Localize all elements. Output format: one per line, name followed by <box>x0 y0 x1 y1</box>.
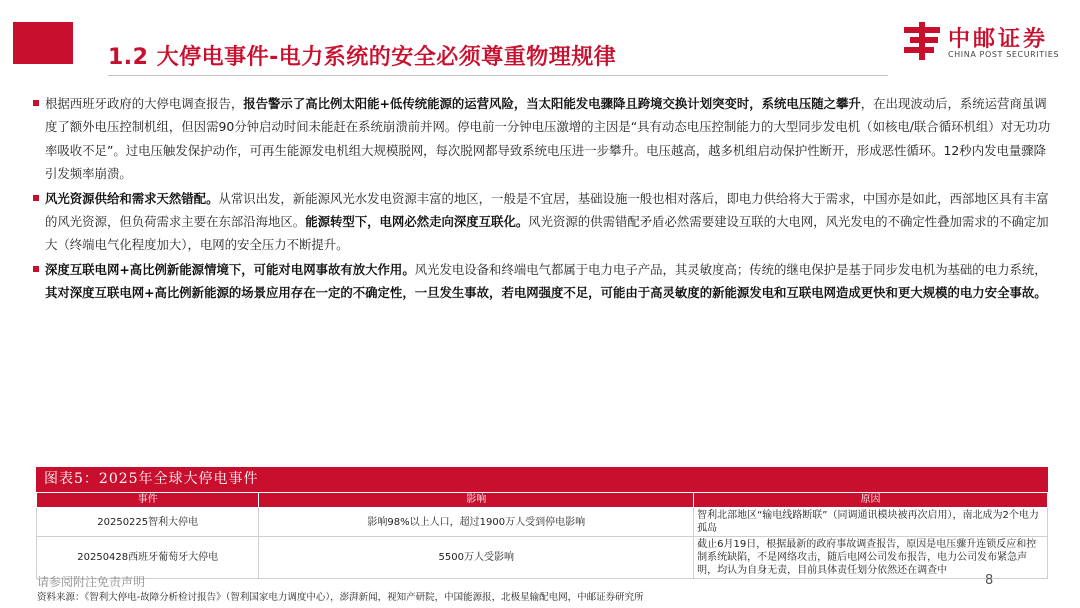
page-title: 1.2 大停电事件-电力系统的安全必须尊重物理规律 <box>108 45 617 70</box>
para2-text-1: 从常识出发，新能源风光水发电资源丰富的地区，一般是不宜居，基础设施一般也相对落后，即电力供给将大于需求，中国亦是如此，西部地区具有丰富的风光资源，但负荷需求主要在东部沿海地区。 <box>45 190 1049 230</box>
table-title: 图表5：2025年全球大停电事件 <box>36 467 1048 492</box>
table-row <box>37 537 1048 579</box>
event-cell: 20250225智利大停电 <box>37 508 259 537</box>
title-divider <box>108 75 888 76</box>
brand-name-en: CHINA POST SECURITIES <box>948 50 1060 59</box>
blackout-events-table-block <box>36 467 1048 579</box>
event-cell: 20250428西班牙葡萄牙大停电 <box>37 537 259 579</box>
cause-cell: 截止6月19日，根据最新的政府事故调查报告，原因是电压骤升连锁反应和控制系统缺陷，不是网络攻击，随后电网公司发布报告，电力公司发布紧急声明，均认为自身无责，目前具体责任划分依然还在调查中 <box>694 537 1048 579</box>
brand-logo <box>902 20 1067 66</box>
para1-bold-1: 报告警示了高比例太阳能+低传统能源的运营风险，当太阳能发电骤降且跨境交换计划突变时，系统电压随之攀升 <box>243 96 861 111</box>
brand-name-cn: 中邮证券 <box>948 27 1049 52</box>
bullet-icon <box>33 100 39 106</box>
para2-bold-1: 风光资源供给和需求天然错配。 <box>45 190 219 206</box>
para2-text-2: 风光资源的供需错配矛盾必然需要建设互联的大电网，风光发电的不确定性叠加需求的不确定加大（终端电气化程度加大），电网的安全压力不断提升。 <box>45 214 1049 253</box>
column-header-event: 事件 <box>37 493 259 508</box>
paragraph-2 <box>33 187 1053 257</box>
column-header-cause: 原因 <box>694 493 1048 508</box>
bullet-icon <box>33 266 39 272</box>
paragraph-3 <box>33 258 1053 305</box>
para3-text-1: 风光发电设备和终端电气都属于电力电子产品，其灵敏度高；传统的继电保护是基于同步发电机为基础的电力系统， <box>414 261 1047 277</box>
table-header-row <box>37 493 1048 508</box>
china-post-logo-icon <box>902 20 942 62</box>
impact-cell: 5500万人受影响 <box>259 537 694 579</box>
para1-text-2: ，在出现波动后，系统运营商虽调度了额外电压控制机组，但因需90分钟启动时间未能赶在系统崩溃前并网。停电前一分钟电压激增的主因是“具有动态电压控制能力的大型同步发电机（如核电/联合循环机组）对无功功率吸收不足”。过电压触发保护动作，可再生能源发电机组大规模脱网，每次脱网都导致系统电压进一步攀升。电压越高，越多机组启动保护性断开，形成恶性循环。12秒内发电量骤降引发频率崩溃。 <box>45 96 1051 182</box>
column-header-impact: 影响 <box>259 493 694 508</box>
header-accent-block <box>13 22 73 64</box>
disclaimer-note: 请参阅附注免责声明 <box>37 575 146 589</box>
para3-bold-1: 深度互联电网+高比例新能源情境下，可能对电网事故有放大作用。 <box>45 261 415 277</box>
page-number: 8 <box>985 573 994 588</box>
cause-cell: 智利北部地区“输电线路断联”（同调通讯模块被再次启用），南北成为2个电力孤岛 <box>694 508 1048 537</box>
table-row <box>37 508 1048 537</box>
body-content <box>33 92 1053 305</box>
bullet-icon <box>33 195 39 201</box>
source-note: 资料来源：《智利大停电-故障分析检讨报告》（智利国家电力调度中心），澎湃新闻，视知产研院，中国能源报，北极星输配电网，中邮证券研究所 <box>37 592 644 603</box>
blackout-events-table <box>36 492 1048 579</box>
para3-bold-2: 其对深度互联电网+高比例新能源的场景应用存在一定的不确定性，一旦发生事故，若电网强度不足，可能由于高灵敏度的新能源发电和互联电网造成更快和更大规模的电力安全事故。 <box>45 285 1047 301</box>
paragraph-1 <box>33 92 1053 186</box>
para1-text-1: 根据西班牙政府的大停电调查报告， <box>45 96 244 111</box>
impact-cell: 影响98%以上人口，超过1900万人受到停电影响 <box>259 508 694 537</box>
para2-bold-2: 能源转型下，电网必然走向深度互联化。 <box>305 214 529 230</box>
